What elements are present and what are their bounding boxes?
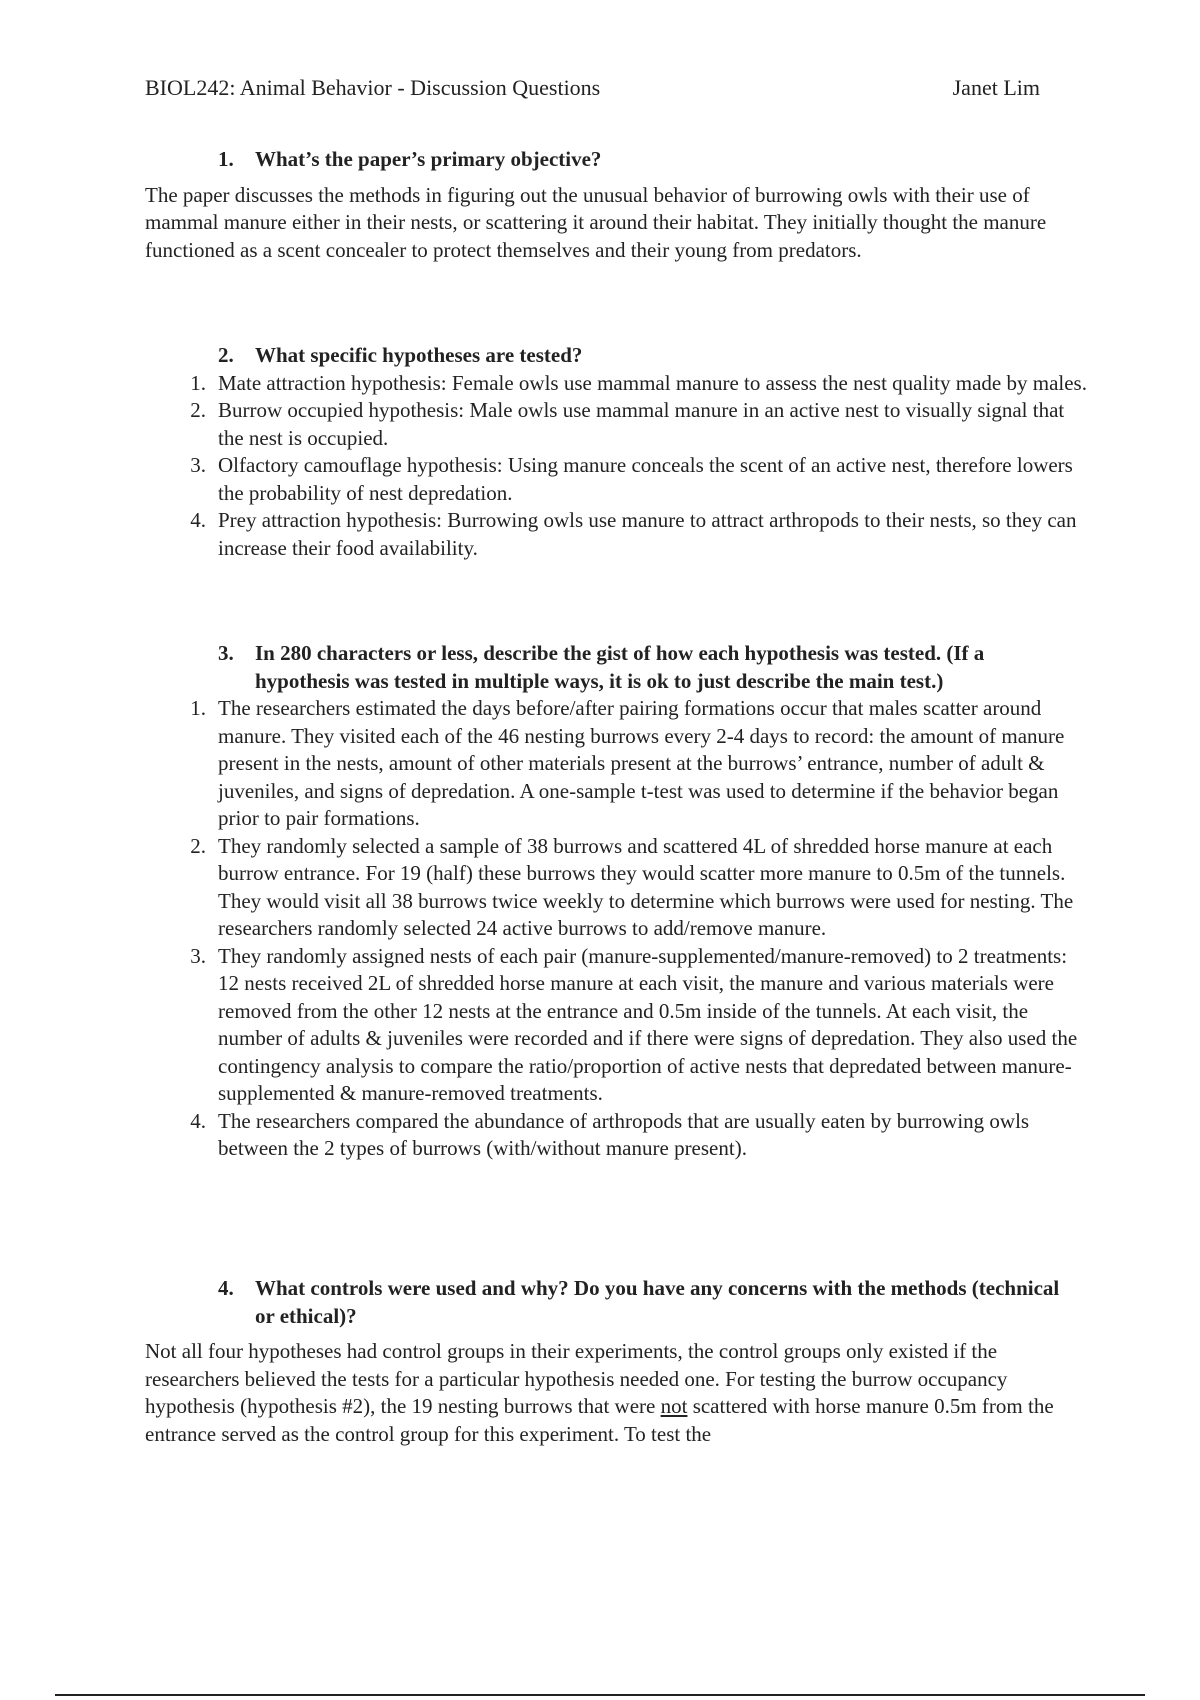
question-text: In 280 characters or less, describe the gist of how each hypothesis was tested. (If a hypothesis was tested in multiple ways, it is ok to just describe the main test.) — [255, 641, 985, 693]
question-text: What specific hypotheses are tested? — [255, 343, 583, 367]
question-3-heading — [218, 640, 1078, 695]
question-text: What’s the paper’s primary objective? — [255, 147, 602, 171]
question-4-section — [145, 1275, 1090, 1448]
list-number: 1. — [190, 696, 206, 720]
question-number: 3. — [218, 641, 234, 665]
list-number: 2. — [190, 398, 206, 422]
list-item — [145, 507, 1090, 562]
list-number: 3. — [190, 943, 206, 968]
answer-text: Not all four hypotheses had control groups in their experiments, the control groups only existed if the researchers believed the tests for a particular hypothesis needed one. For testing the burrow occupancy hypothesis (hypothesis #2), the 19 nesting burrows that were — [145, 1339, 1008, 1418]
question-1-answer: The paper discusses the methods in figuring out the unusual behavior of burrowing owls with their use of mammal manure either in their nests, or scattering it around their habitat. They initially thought the manure functioned as a scent concealer to protect themselves and their young from predators. — [145, 182, 1047, 262]
list-number: 4. — [190, 1108, 206, 1133]
list-item — [145, 695, 1090, 833]
list-text: Olfactory camouflage hypothesis: Using manure conceals the scent of an active nest, therefore lowers the probability of nest depredation. — [218, 453, 1073, 505]
course-title: BIOL242: Animal Behavior - Discussion Questions — [145, 75, 601, 100]
page-header — [145, 74, 1040, 102]
list-text: Mate attraction hypothesis: Female owls use mammal manure to assess the nest quality made by males. — [218, 370, 1087, 395]
list-number: 1. — [190, 370, 206, 395]
question-number: 2. — [218, 343, 234, 367]
question-2-heading — [218, 342, 1078, 370]
list-text: They randomly selected a sample of 38 burrows and scattered 4L of shredded horse manure at each burrow entrance. For 19 (half) these burrows they would scatter more manure to 0.5m of the tunnels. They would visit all 38 burrows twice weekly to determine which burrows were used for nesting. The researchers randomly selected 24 active burrows to add/remove manure. — [218, 833, 1074, 940]
question-3-section — [145, 640, 1090, 1163]
question-2-section — [145, 342, 1090, 562]
list-text: Burrow occupied hypothesis: Male owls use mammal manure in an active nest to visually signal that the nest is occupied. — [218, 398, 1065, 450]
list-text: The researchers estimated the days before/after pairing formations occur that males scatter around manure. They visited each of the 46 nesting burrows every 2-4 days to record: the amount of manure present in the nests, amount of other materials present at the burrows’ entrance, number of adult & juveniles, and signs of depredation. A one-sample t-test was used to determine if the behavior began prior to pair formations. — [218, 696, 1065, 830]
question-text: What controls were used and why? Do you have any concerns with the methods (technical or ethical)? — [255, 1276, 1060, 1328]
list-text: Prey attraction hypothesis: Burrowing owls use manure to attract arthropods to their nests, so they can increase their food availability. — [218, 508, 1077, 560]
bottom-rule — [55, 1694, 1145, 1696]
hypotheses-list — [145, 370, 1090, 563]
question-number: 4. — [218, 1276, 234, 1300]
list-number: 2. — [190, 833, 206, 858]
list-text: They randomly assigned nests of each pair (manure-supplemented/manure-removed) to 2 treatments: 12 nests received 2L of shredded horse manure at each visit, the manure and various materials were removed from the other 12 nests at the entrance and 0.5m inside of the tunnels. At each visit, the number of adults & juveniles were recorded and if there were signs of depredation. They also used the contingency analysis to compare the ratio/proportion of active nests that depredated between manure-supplemented & manure-removed treatments. — [218, 943, 1078, 1105]
list-item — [145, 943, 1090, 1108]
list-item — [145, 1108, 1090, 1163]
list-number: 4. — [190, 508, 206, 532]
author-name: Janet Lim — [952, 75, 1040, 100]
question-1-section — [145, 146, 1090, 264]
list-item — [145, 370, 1090, 398]
list-item — [145, 397, 1090, 452]
question-number: 1. — [218, 147, 234, 171]
list-text: The researchers compared the abundance of arthropods that are usually eaten by burrowing owls between the 2 types of burrows (with/without manure present). — [218, 1108, 1030, 1160]
list-number: 3. — [190, 453, 206, 477]
tests-list — [145, 695, 1090, 1163]
underlined-word: not — [660, 1394, 688, 1418]
question-4-answer — [145, 1338, 1090, 1448]
list-item — [145, 833, 1090, 943]
answer-text: scattered with horse manure 0.5m from the entrance served as the control group for this experiment. To test the — [145, 1394, 1054, 1446]
list-item — [145, 452, 1090, 507]
question-1-heading — [218, 146, 1078, 174]
question-4-heading — [218, 1275, 1078, 1330]
